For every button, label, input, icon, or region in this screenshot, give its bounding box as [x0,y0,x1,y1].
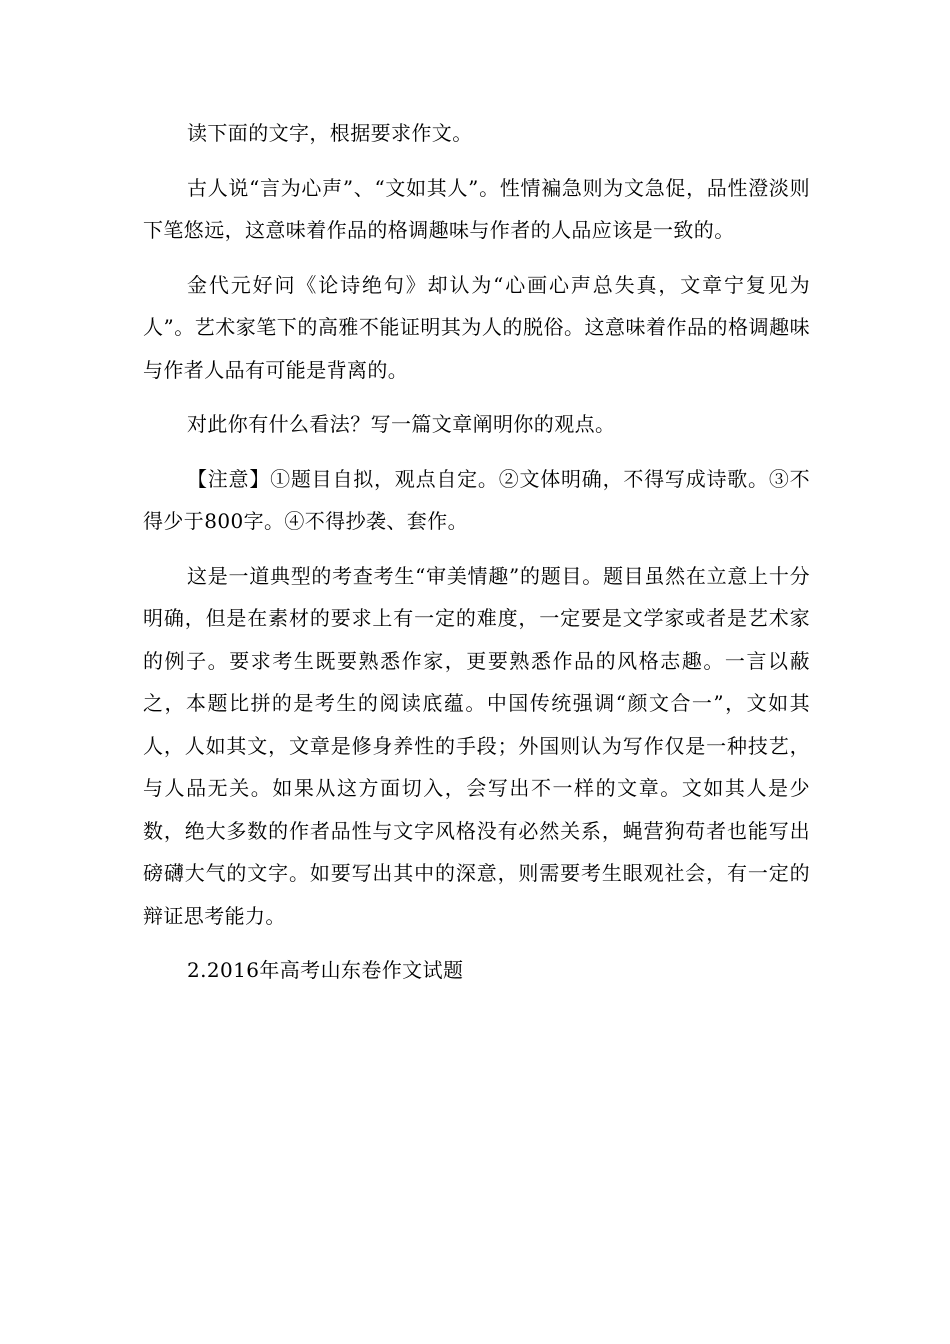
paragraph-analysis: 这是一道典型的考查考生“审美情趣”的题目。题目虽然在立意上十分明确，但是在素材的要求上有一定的难度，一定要是文学家或者是艺术家的例子。要求考生既要熟悉作家，更要熟悉作品的风格志趣。一言以蔽之，本题比拼的是考生的阅读底蕴。中国传统强调“颜文合一”，文如其人，人如其文，文章是修身养性的手段；外国则认为写作仅是一种技艺，与人品无关。如果从这方面切入，会写出不一样的文章。文如其人是少数，绝大多数的作者品性与文字风格没有必然关系，蝇营狗苟者也能写出磅礴大气的文字。如要写出其中的深意，则需要考生眼观社会，有一定的辩证思考能力。 [143,563,810,928]
paragraph-material-1: 古人说“言为心声”、“文如其人”。性情褊急则为文急促，品性澄淡则下笔悠远，这意味着作品的格调趣味与作者的人品应该是一致的。 [143,175,810,242]
paragraph-notice: 【注意】①题目自拟，观点自定。②文体明确，不得写成诗歌。③不得少于800字。④不得抄袭、套作。 [143,466,810,533]
paragraph-instruction: 读下面的文字，根据要求作文。 [187,121,473,145]
paragraph-material-2: 金代元好问《论诗绝句》却认为“心画心声总失真，文章宁复见为人”。艺术家笔下的高雅不能证明其为人的脱俗。这意味着作品的格调趣味与作者人品有可能是背离的。 [143,272,810,382]
paragraph-question: 对此你有什么看法？写一篇文章阐明你的观点。 [187,412,616,436]
paragraph-next-heading: 2.2016年高考山东卷作文试题 [187,958,464,982]
